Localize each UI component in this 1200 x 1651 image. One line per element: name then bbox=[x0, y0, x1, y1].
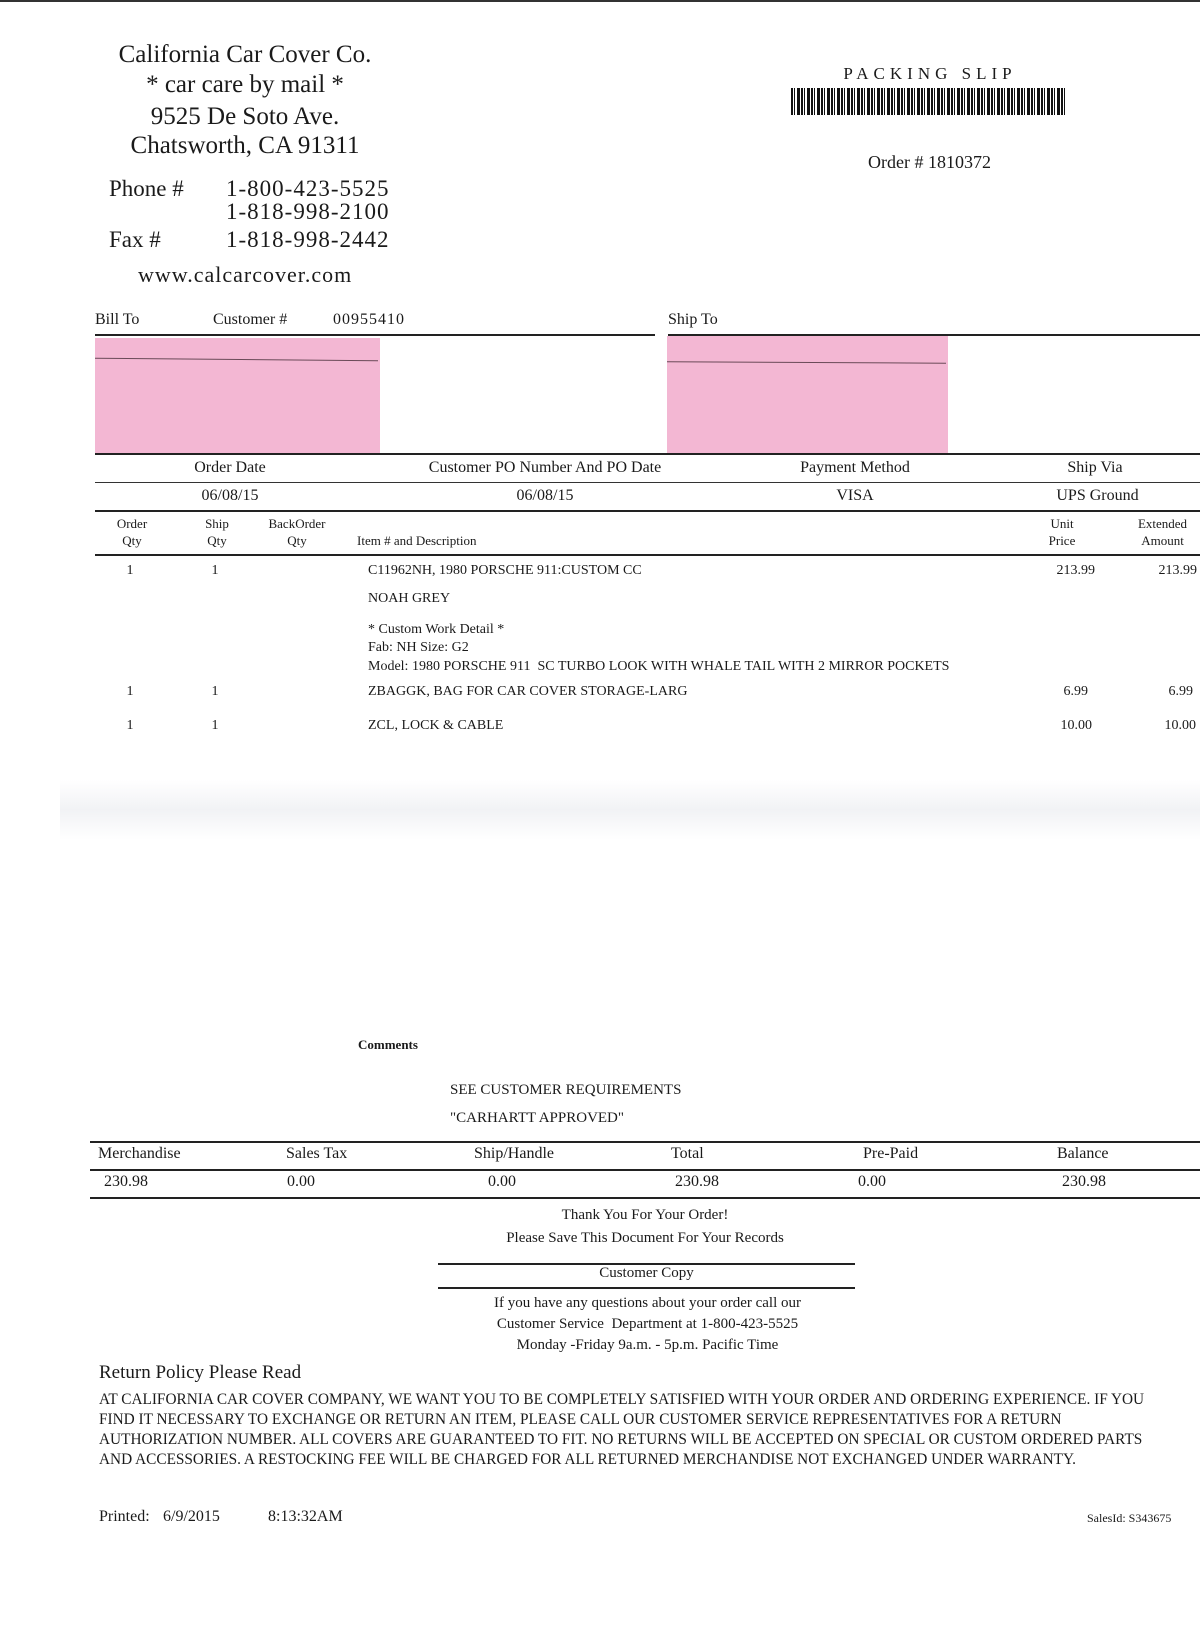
order-info-bottom-rule bbox=[95, 510, 1200, 512]
totals-bottom-rule bbox=[90, 1197, 1200, 1199]
po-date-value: 06/08/15 bbox=[516, 487, 574, 504]
payment-method-header: Payment Method bbox=[800, 459, 910, 476]
bill-to-label: Bill To bbox=[95, 311, 140, 328]
item-ship-qty: 1 bbox=[211, 684, 219, 699]
company-website: www.calcarcover.com bbox=[138, 262, 353, 287]
company-city: Chatsworth, CA 91311 bbox=[130, 132, 360, 159]
order-date-value: 06/08/15 bbox=[201, 487, 259, 504]
fax-number: 1-818-998-2442 bbox=[226, 227, 390, 252]
items-header-rule bbox=[95, 554, 1200, 556]
item-ship-qty: 1 bbox=[211, 563, 219, 578]
bill-to-rule bbox=[95, 334, 655, 336]
prepaid-header: Pre-Paid bbox=[863, 1145, 919, 1162]
paper-crease bbox=[60, 780, 1200, 840]
item-order-qty: 1 bbox=[126, 563, 134, 578]
order-qty-header: Order Qty bbox=[116, 516, 148, 548]
totals-mid-rule bbox=[90, 1169, 1200, 1171]
ship-via-value: UPS Ground bbox=[1056, 487, 1139, 504]
bill-to-address-redaction bbox=[95, 338, 380, 454]
po-number-header: Customer PO Number And PO Date bbox=[428, 459, 662, 476]
thank-you-message: Thank You For Your Order! bbox=[561, 1207, 729, 1223]
item-description: C11962NH, 1980 PORSCHE 911:CUSTOM CC bbox=[368, 563, 642, 578]
order-date-header: Order Date bbox=[194, 459, 266, 476]
questions-line: If you have any questions about your order call our bbox=[494, 1295, 801, 1311]
comments-label: Comments bbox=[358, 1037, 418, 1052]
sales-id: SalesId: S343675 bbox=[1087, 1511, 1172, 1525]
item-unit-price: 10.00 bbox=[1060, 718, 1092, 733]
customer-number: 00955410 bbox=[333, 311, 405, 328]
ship-handle-header: Ship/Handle bbox=[474, 1145, 554, 1162]
customer-number-label: Customer # bbox=[213, 311, 288, 328]
printed-time: 8:13:32AM bbox=[268, 1508, 343, 1525]
total-header: Total bbox=[671, 1145, 704, 1162]
printed-label: Printed: bbox=[99, 1508, 150, 1525]
item-extended-amount: 6.99 bbox=[1168, 684, 1193, 699]
fax-label: Fax # bbox=[109, 227, 161, 252]
custom-work-fab: Fab: NH Size: G2 bbox=[368, 640, 469, 655]
packing-slip-title: PACKING SLIP bbox=[843, 64, 1017, 83]
ship-qty-header: Ship Qty bbox=[205, 516, 229, 548]
comment-line: SEE CUSTOMER REQUIREMENTS bbox=[450, 1082, 682, 1098]
extended-amount-header: Extended Amount bbox=[1137, 516, 1188, 548]
item-extended-amount: 213.99 bbox=[1158, 563, 1197, 578]
customer-copy-bottom-rule bbox=[438, 1287, 855, 1289]
printed-date: 6/9/2015 bbox=[163, 1508, 220, 1525]
company-name: California Car Cover Co. bbox=[118, 41, 372, 68]
sales-tax-header: Sales Tax bbox=[286, 1145, 348, 1162]
comment-line: "CARHARTT APPROVED" bbox=[450, 1110, 625, 1126]
page-top-edge bbox=[0, 0, 1200, 2]
item-ship-qty: 1 bbox=[211, 718, 219, 733]
ship-to-address-redaction bbox=[667, 336, 948, 454]
order-info-top-rule bbox=[95, 453, 1200, 455]
balance-value: 230.98 bbox=[1062, 1173, 1106, 1190]
backorder-qty-header: BackOrder Qty bbox=[268, 516, 326, 548]
total-value: 230.98 bbox=[675, 1173, 719, 1190]
item-description: ZCL, LOCK & CABLE bbox=[368, 718, 504, 733]
item-unit-price: 213.99 bbox=[1056, 563, 1095, 578]
prepaid-value: 0.00 bbox=[858, 1173, 886, 1190]
ship-handle-value: 0.00 bbox=[488, 1173, 516, 1190]
balance-header: Balance bbox=[1057, 1145, 1109, 1162]
custom-work-title: * Custom Work Detail * bbox=[368, 622, 505, 637]
item-unit-price: 6.99 bbox=[1063, 684, 1088, 699]
save-document-message: Please Save This Document For Your Records bbox=[506, 1230, 784, 1246]
company-tagline: * car care by mail * bbox=[146, 71, 344, 98]
return-policy-text: AT CALIFORNIA CAR COVER COMPANY, WE WANT YOU TO BE COMPLETELY SATISFIED WITH YOUR ORDER AND ORDERING EXPERIENCE. IF YOU FIND IT NECESSARY TO EXCHANGE OR RETURN AN ITEM, PLEASE CALL OUR CUSTOMER SERVICE REPRESENTATIVES FOR A RETURN AUTHORIZATION NUMBER. ALL COVERS ARE GUARANTEED TO FIT. NO RETURNS WILL BE ACCEPTED ON SPECIAL OR CUSTOM ORDERED PARTS AND ACCESSORIES. A RESTOCKING FEE WILL BE CHARGED FOR ALL RETURNED MERCHANDISE NOT EXCHANGED UNDER WARRANTY. bbox=[99, 1391, 1145, 1468]
return-policy-title: Return Policy Please Read bbox=[99, 1362, 302, 1383]
sales-tax-value: 0.00 bbox=[287, 1173, 315, 1190]
phone-label: Phone # bbox=[109, 176, 184, 201]
custom-work-model: Model: 1980 PORSCHE 911 SC TURBO LOOK WITH WHALE TAIL WITH 2 MIRROR POCKETS bbox=[368, 659, 950, 674]
company-street: 9525 De Soto Ave. bbox=[150, 103, 340, 130]
phone-secondary: 1-818-998-2100 bbox=[226, 199, 390, 224]
ship-to-label: Ship To bbox=[668, 311, 718, 328]
totals-top-rule bbox=[90, 1141, 1200, 1143]
item-description: ZBAGGK, BAG FOR CAR COVER STORAGE-LARG bbox=[368, 684, 688, 699]
barcode bbox=[791, 88, 1066, 115]
item-description-header: Item # and Description bbox=[357, 533, 477, 548]
merchandise-header: Merchandise bbox=[98, 1145, 181, 1162]
customer-copy-label: Customer Copy bbox=[599, 1265, 694, 1281]
item-extended-amount: 10.00 bbox=[1164, 718, 1196, 733]
item-order-qty: 1 bbox=[126, 718, 134, 733]
customer-service-line: Customer Service Department at 1-800-423-5525 bbox=[496, 1316, 799, 1332]
payment-method-value: VISA bbox=[836, 487, 874, 504]
item-color: NOAH GREY bbox=[368, 591, 451, 606]
ship-via-header: Ship Via bbox=[1067, 459, 1123, 476]
hours-line: Monday -Friday 9a.m. - 5p.m. Pacific Time bbox=[516, 1337, 779, 1353]
item-order-qty: 1 bbox=[126, 684, 134, 699]
merchandise-value: 230.98 bbox=[104, 1173, 148, 1190]
unit-price-header: Unit Price bbox=[1048, 516, 1076, 548]
order-number: Order # 1810372 bbox=[868, 152, 991, 172]
order-info-mid-rule bbox=[95, 482, 1200, 483]
phone-primary: 1-800-423-5525 bbox=[226, 176, 390, 201]
